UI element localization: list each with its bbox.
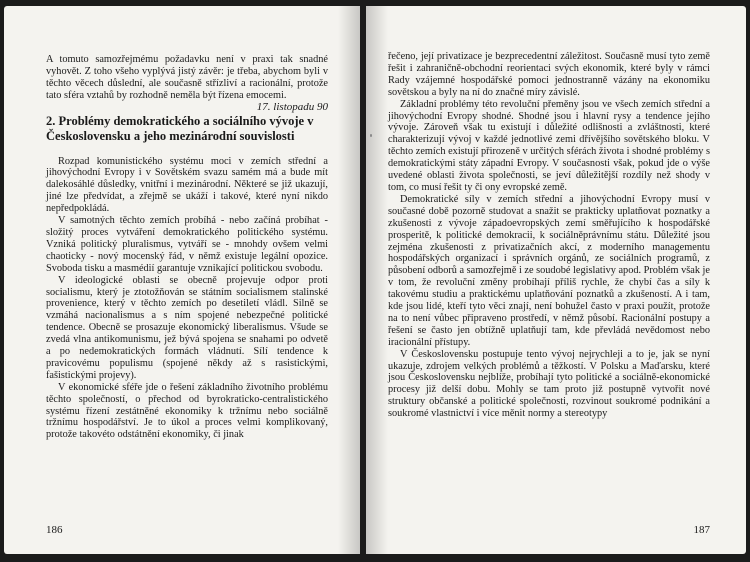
paragraph: řečeno, její privatizace je bezprecedentní záležitost. Současně musí tyto země řešit i zahraničně-obchodní reorientaci svých ekonomik, které byly v rámci Rady vzájemné hospodářské pomoci jednostranně vázány na ekonomiku sovětskou a byly na ní do značné míry závislé. — [388, 51, 710, 98]
paragraph: V samotných těchto zemích probíhá - nebo začíná probíhat - složitý proces vytváření demokratického politického systému. Vzniká politický pluralismus, vytváří se - mnohdy ovšem velmi chaoticky - nový mocenský řád, v němž existuje legální opozice. Svoboda tisku a masmédií garantuje vznikající politickou svobodu. — [46, 215, 328, 274]
page-number-left: 186 — [46, 524, 63, 536]
paragraph: Rozpad komunistického systému moci v zemích střední a jihovýchodní Evropy i v Sovětském svazu samém má a bude mít dalekosáhlé důsledky, vnitřní i mezinárodní. Některé se již ukazují, jiné lze předvídat, a zřejmě se ukáží i takové, které nyní nikdo nepředpokládá. — [46, 155, 328, 215]
paper-speck — [370, 134, 372, 137]
paragraph: Základní problémy této revoluční přeměny jsou ve všech zemích střední a jihovýchodní Evropy shodné. Shodné jsou i hlavní rysy a tendence jejího vývoje. Zároveň však tu existují i důležité odlišnosti a zvláštnosti, které charakterizují vývoj v každé jednotlivé zemi dřívějšího sovětského bloku. V těchto zemích existují přirozeně v určitých sférách života i shodné problémy s demokratickými státy západní Evropy. V současnosti však, pokud jde o výše uvedené oblasti života společnosti, se jeví důležitější rozdíly než shody v tom, co musí řešit ty či ony evropské země. — [388, 98, 710, 193]
page-number-right: 187 — [693, 524, 710, 536]
paragraph: V ideologické oblasti se obecně projevuje odpor proti socialismu, který je ztotožňován se státním socialismem stalinské provenience, který v těchto zemích po desetiletí vládl. Silně se vzmáhá nacionalismus a s ním spojené nebezpečné politické tendence. Obecně se prosazuje ekonomický liberalismus. Všude se zvedá vlna antikomunismu, jež bývá spojena se snahami po odvetě a po nedemokratických formách vládnutí. Sílí tendence k pravicovému populismu (spojené někdy až s rasistickými, fašistickými projevy). — [46, 274, 328, 381]
right-page-text — [388, 51, 710, 420]
paragraph: V Československu postupuje tento vývoj nejrychleji a to je, jak se nyní ukazuje, zdrojem velkých problémů a těžkostí. V Polsku a Maďarsku, které jsou Československu nejblíže, probíhají tyto politické a sociálně-ekonomické procesy již delší dobu. Mohly se tam proto již postupně vytvořit nové struktury občanské a politické společnosti, rozvinout soukromé podnikání a soukromé vlastnictví i více měnit normy a stereotypy — [388, 348, 710, 420]
left-page — [4, 6, 360, 554]
left-page-text — [46, 54, 328, 441]
date-line: 17. listopadu 90 — [256, 100, 328, 113]
gutter-shadow-right — [366, 6, 388, 554]
paragraph: Demokratické síly v zemích střední a jihovýchodní Evropy musí v současné době pozorně studovat a snažit se prakticky uplatňovat poznatky a zkušenosti z vývoje západoevropských zemí směřujícího k hospodářské prosperitě, k politické demokracii, k sociálněprávnímu státu. Důležité jsou zejména zkušenosti z privatizačních akcí, z moderního managementu hospodářských organizací i správních orgánů, ze sociálních programů, z působení odborů a samozřejmě i ze soudobé legislativy apod. Problém však je v tom, že revoluční změny probíhají příliš rychle, že chybí čas a síly k takovému studiu a praktickému uplatňování poznatků a zkušeností. A i tam, kde jsou lidé, kteří tyto věci znají, není bohužel často v praxi použít, protože na to není vůbec připraveno prostředí, v němž působí. Racionální postupy a řešení se často jen obtížně uplatňují tam, kde převládá nevědomost nebo iracionální přístupy. — [388, 193, 710, 348]
paragraph: V ekonomické sféře jde o řešení základního životního problému těchto společností, o přechod od byrokraticko-centralistického systému řízení zestátněné ekonomiky k tržnímu nebo sociálně tržnímu hospodářství. Je to úkol a proces velmi komplikovaný, protože takovéto odstátnění ekonomiky, či jinak — [46, 381, 328, 441]
section-heading: 2. Problémy demokratického a sociálního vývoje v Československu a jeho mezinárodní souvislosti — [46, 113, 314, 143]
gutter-shadow-left — [338, 6, 360, 554]
right-page — [366, 6, 746, 554]
intro-paragraph: A tomuto samozřejmému požadavku není v praxi tak snadné vyhovět. Z toho všeho vyplývá jistý závěr: je třeba, abychom byli v těchto věcech důslední, ale současně střízliví a racionální, protože tato sféra vztahů by rozhodně neměla být řízena emocemi. — [46, 54, 328, 101]
